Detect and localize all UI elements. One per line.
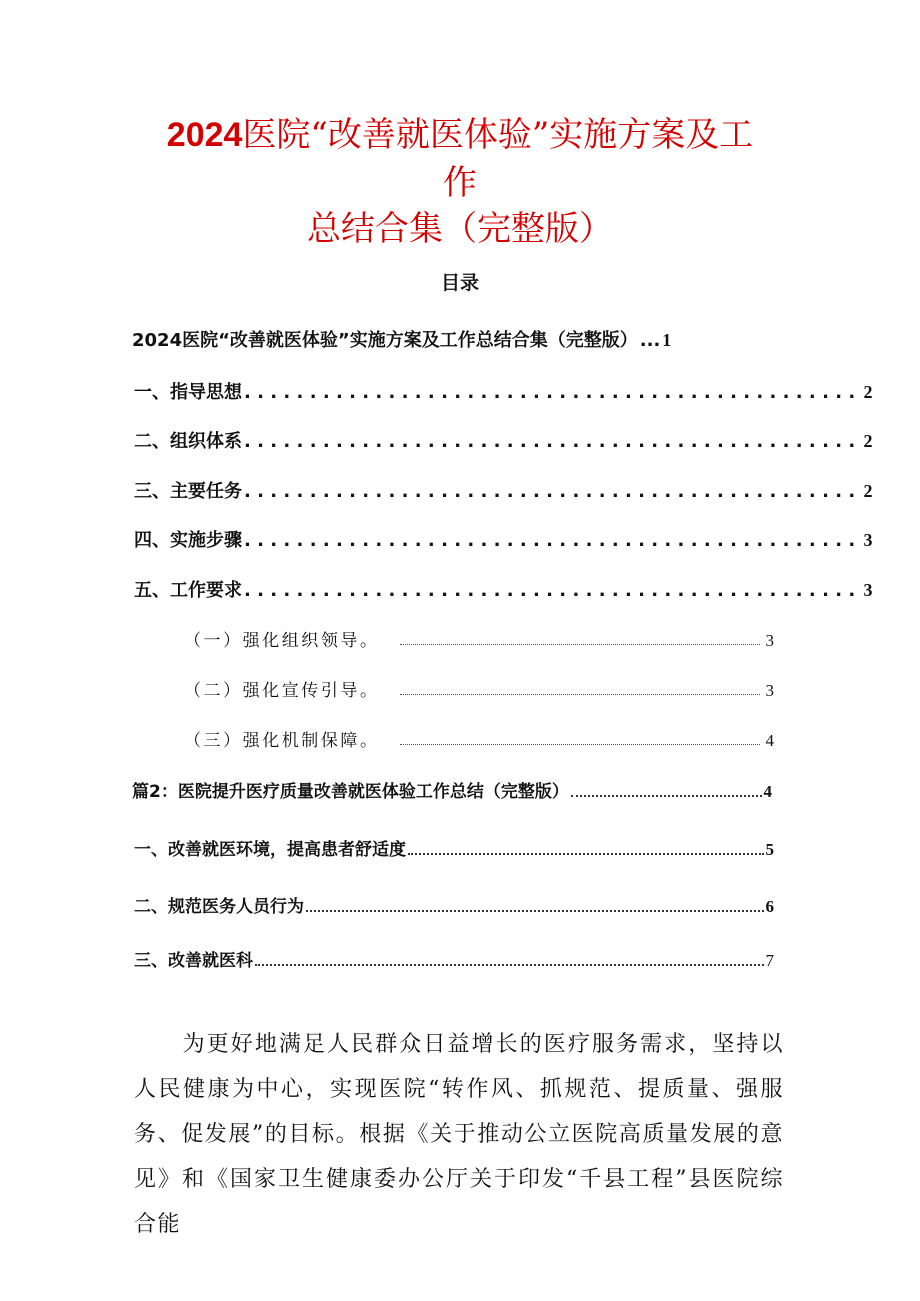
toc-entry-leader: ... (639, 330, 661, 351)
toc-entry-label: 二、组织体系 (134, 431, 242, 452)
toc-entry[interactable] (132, 326, 772, 352)
toc-entry-page: 1 (662, 330, 672, 350)
toc-entry-leader: ............................................... (244, 382, 862, 403)
toc-entry-label: 2024医院“改善就医体验”实施方案及工作总结合集（完整版） (132, 330, 638, 351)
toc-entry-leader (400, 643, 760, 645)
toc-entry-label: 二、规范医务人员行为 (134, 897, 304, 917)
toc-entry-page: 6 (765, 897, 774, 916)
toc-entry-label: 一、指导思想 (134, 382, 242, 403)
toc-entry-page: 4 (763, 782, 772, 801)
toc-entry-label: （三）强化机制保障。 (184, 731, 380, 751)
toc-entry[interactable] (134, 576, 873, 602)
toc-entry-label: （二）强化宣传引导。 (184, 681, 380, 701)
body-paragraph (134, 1022, 784, 1247)
toc-entry-label: 篇2：医院提升医疗质量改善就医体验工作总结（完整版） (132, 782, 569, 802)
toc-entry-leader (408, 853, 764, 855)
toc-entry-leader: ............................................... (244, 580, 862, 601)
toc-entry-page: 3 (863, 580, 873, 600)
toc-entry-page: 3 (765, 681, 774, 700)
document-title-line-3: 总结合集（完整版） (307, 209, 613, 249)
toc-entry-label: 一、改善就医环境，提高患者舒适度 (134, 840, 406, 860)
toc-entry[interactable] (134, 892, 774, 917)
document-title-line-2: 作 (443, 163, 477, 203)
toc-entry-leader (255, 964, 764, 966)
toc-entry[interactable] (134, 835, 774, 860)
toc-entry-label: 四、实施步骤 (134, 530, 242, 551)
toc-entry-label: 三、改善就医科 (134, 951, 253, 971)
toc-entry-page: 3 (863, 530, 873, 550)
toc-heading: 目录 (440, 272, 479, 294)
toc-entry-leader: ............................................... (244, 530, 862, 551)
toc-entry-leader (400, 693, 760, 695)
toc-subentry[interactable] (184, 726, 774, 751)
toc-entry-leader (306, 910, 764, 912)
toc-entry-page: 4 (765, 731, 774, 750)
toc-entry[interactable] (134, 477, 873, 503)
toc-entry-page: 2 (863, 382, 873, 402)
toc-subentry[interactable] (184, 626, 774, 651)
body-paragraph-text: 为更好地满足人民群众日益增长的医疗服务需求，坚持以人民健康为中心，实现医院“转作风、抓规范、提质量、强服务、促发展”的目标。根据《关于推动公立医院高质量发展的意见》和《国家卫生健康委办公厅关于印发“千县工程”县医院综合能 (134, 1032, 784, 1237)
toc-entry-page: 3 (765, 631, 774, 650)
toc-entry[interactable] (134, 946, 774, 971)
toc-entry-label: 五、工作要求 (134, 580, 242, 601)
title-line-1-text: 医院“改善就医体验”实施方案及工 (242, 115, 754, 155)
toc-entry-leader (400, 743, 760, 745)
toc-entry-page: 2 (863, 481, 873, 501)
toc-entry-leader (571, 795, 762, 797)
toc-entry-label: 三、主要任务 (134, 481, 242, 502)
toc-entry[interactable] (134, 427, 873, 453)
toc-entry-label: （一）强化组织领导。 (184, 631, 380, 651)
toc-entry-leader: ............................................... (244, 481, 862, 502)
title-year: 2024 (166, 116, 243, 154)
toc-entry[interactable] (132, 777, 772, 802)
toc-entry-leader: ............................................... (244, 431, 862, 452)
toc-entry-page: 2 (863, 431, 873, 451)
toc-entry[interactable] (134, 526, 873, 552)
document-title-line-1 (100, 112, 820, 158)
toc-entry-page: 7 (765, 951, 774, 970)
toc-subentry[interactable] (184, 676, 774, 701)
toc-entry[interactable] (134, 378, 873, 404)
toc-entry-page: 5 (765, 840, 774, 859)
